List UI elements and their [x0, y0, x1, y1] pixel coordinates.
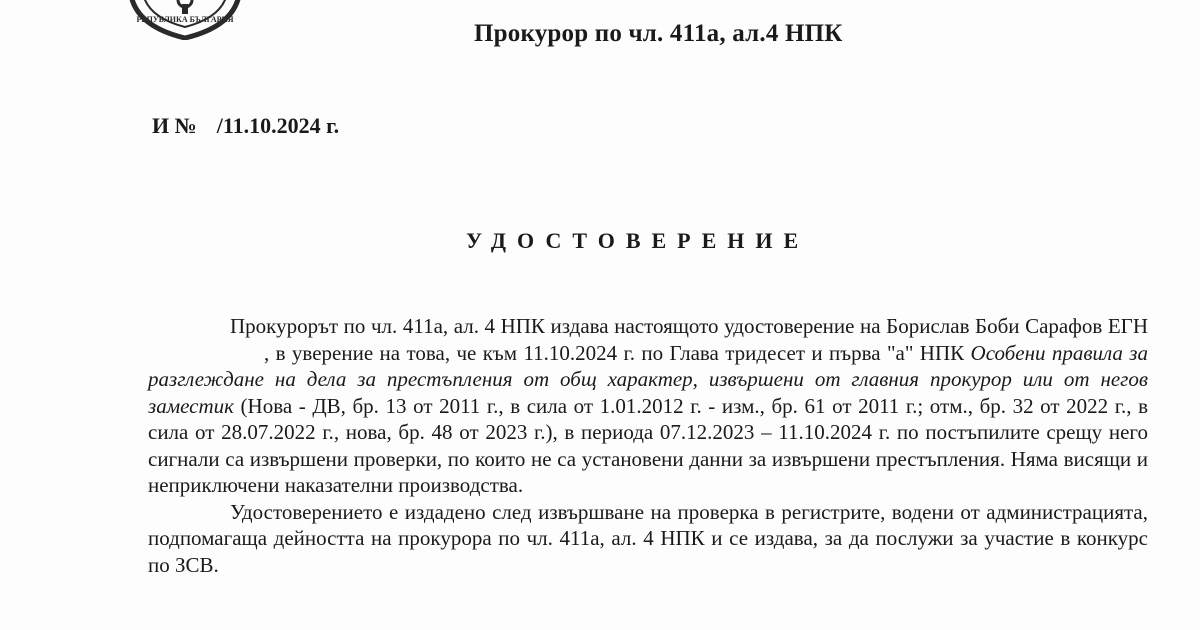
prosecutor-seal-emblem	[120, 0, 250, 40]
paragraph-1-middle: , в уверение на това, че към 11.10.2024 г. по Глава тридесет и първа "а" НПК	[264, 340, 965, 365]
paragraph-2: Удостоверението е издадено след извършване на проверка в регистрите, водени от администрацията, подпомагаща дейността на прокурора по чл. 411а, ал. 4 НПК и се издава, за да послужи за участие в конкурс по ЗСВ.	[148, 499, 1148, 577]
paragraph-1	[148, 313, 1148, 499]
chapter-title-italic: Особени правила за разглеждане на дела за престъпления от общ характер, извършени от главния прокурор или от негов заместик	[148, 340, 1148, 418]
paragraph-1-intro: Прокурорът по чл. 411а, ал. 4 НПК издава настоящото удостоверение на Борислав Боби Сарафов ЕГН	[230, 314, 1148, 338]
document-body	[148, 313, 1148, 578]
prosecutor-header: Прокурор по чл. 411а, ал.4 НПК	[474, 20, 843, 47]
reference-date: /11.10.2024 г.	[216, 113, 340, 138]
reference-number	[152, 113, 339, 139]
paragraph-1-end: (Нова - ДВ, бр. 13 от 2011 г., в сила от 1.01.2012 г. - изм., бр. 61 от 2011 г.; отм., бр. 32 от 2022 г., в сила от 28.07.2022 г., нова, бр. 48 от 2023 г.), в периода 07.12.2023 – 11.10.2024 г. по постъпилите срещу него сигнали са извършени проверки, по които не са установени данни за извършени престъпления. Няма висящи и неприключени наказателни производства.	[148, 393, 1148, 497]
reference-prefix: И №	[152, 113, 197, 138]
svg-text:РЕПУБЛИКА БЪЛГАРИЯ: РЕПУБЛИКА БЪЛГАРИЯ	[136, 15, 234, 24]
document-title: УДОСТОВЕРЕНИЕ	[466, 228, 810, 253]
